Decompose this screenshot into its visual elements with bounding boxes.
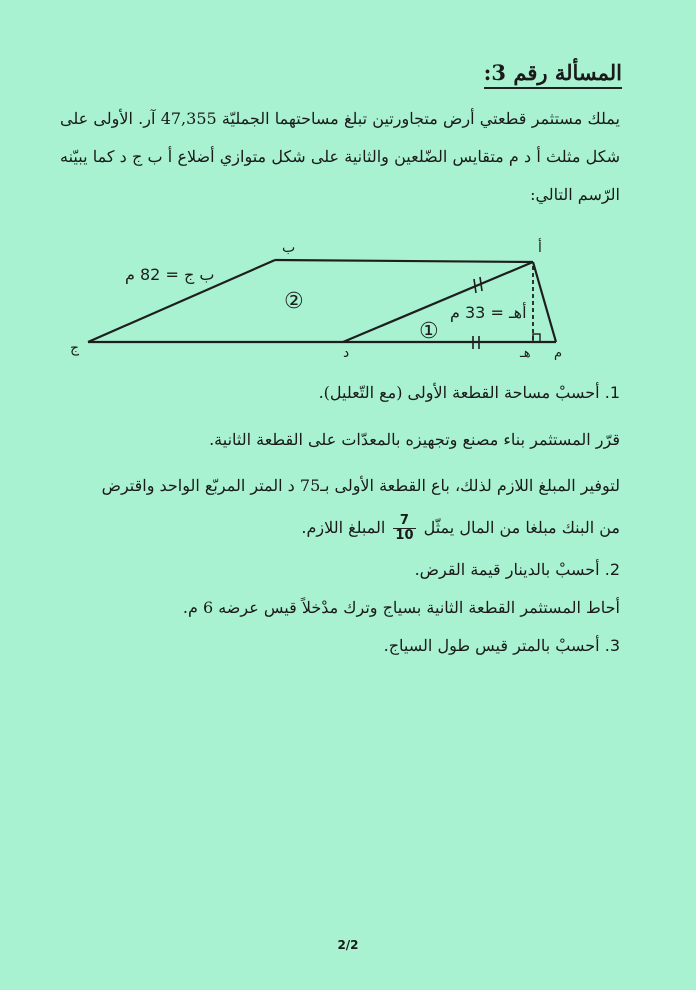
question-2: [415, 560, 620, 579]
problem-intro: يملك مستثمر قطعتي أرض متجاورتين تبلغ مساحتهما الجمليّة 47,355 آر. الأولى على شكل مثلث أ د م متقايس الضّلعين والثانية على شكل متوازي أضلاع أ ب ج د كما يبيّنه الرّسم التالي:: [60, 109, 621, 204]
vertex-label-j: ج: [70, 340, 80, 356]
question-3-number: 3.: [604, 636, 620, 655]
financing-text-b-end: المبلغ اللازم.: [301, 518, 386, 537]
tick-mark-ad: [474, 279, 476, 293]
tick-mark-ad: [480, 277, 482, 291]
measure-bj: ب ج = 82 م: [125, 265, 215, 284]
question-3: [384, 636, 620, 655]
fraction-denominator: 10: [395, 528, 414, 543]
financing-text-b: [301, 514, 620, 543]
problem-title: المسألة رقم 3:: [484, 60, 622, 89]
question-3-text: أحسبْ بالمتر قيس طول السياج.: [383, 636, 600, 655]
question-2-text: أحسبْ بالدينار قيمة القرض.: [414, 560, 600, 579]
piece-2-label: ②: [284, 289, 304, 314]
fence-text: أحاط المستثمر القطعة الثانية بسياج وترك مدْخلاً قيس عرضه 6 م.: [182, 598, 620, 617]
decision-text: قرّر المستثمر بناء مصنع وتجهيزه بالمعدّات على القطعة الثانية.: [209, 430, 620, 449]
measure-ah: أهـ = 33 م: [450, 303, 527, 322]
fraction-numerator: 7: [393, 514, 415, 529]
vertex-label-h: هـ: [520, 346, 531, 361]
question-1-number: 1.: [604, 383, 620, 402]
financing-text-a: لتوفير المبلغ اللازم لذلك، باع القطعة الأولى بـ75 د المتر المربّع الواحد واقترض: [101, 476, 620, 495]
geometry-diagram: [0, 230, 696, 365]
question-1-text: أحسبْ مساحة القطعة الأولى (مع التّعليل).: [318, 383, 600, 402]
side-ab: [275, 260, 533, 262]
piece-1-label: ①: [419, 319, 439, 344]
fraction-seven-tenths: [393, 514, 415, 543]
question-2-number: 2.: [604, 560, 620, 579]
right-angle-mark: [533, 334, 540, 342]
question-1: [319, 383, 620, 402]
page-number: 2/2: [337, 938, 359, 952]
vertex-label-b: ب: [282, 240, 296, 256]
financing-text-b-start: من البنك مبلغا من المال يمثّل: [423, 518, 620, 537]
side-am: [533, 262, 556, 342]
vertex-label-d: د: [343, 345, 350, 361]
vertex-label-m: م: [554, 346, 563, 361]
vertex-label-a: أ: [538, 240, 542, 256]
